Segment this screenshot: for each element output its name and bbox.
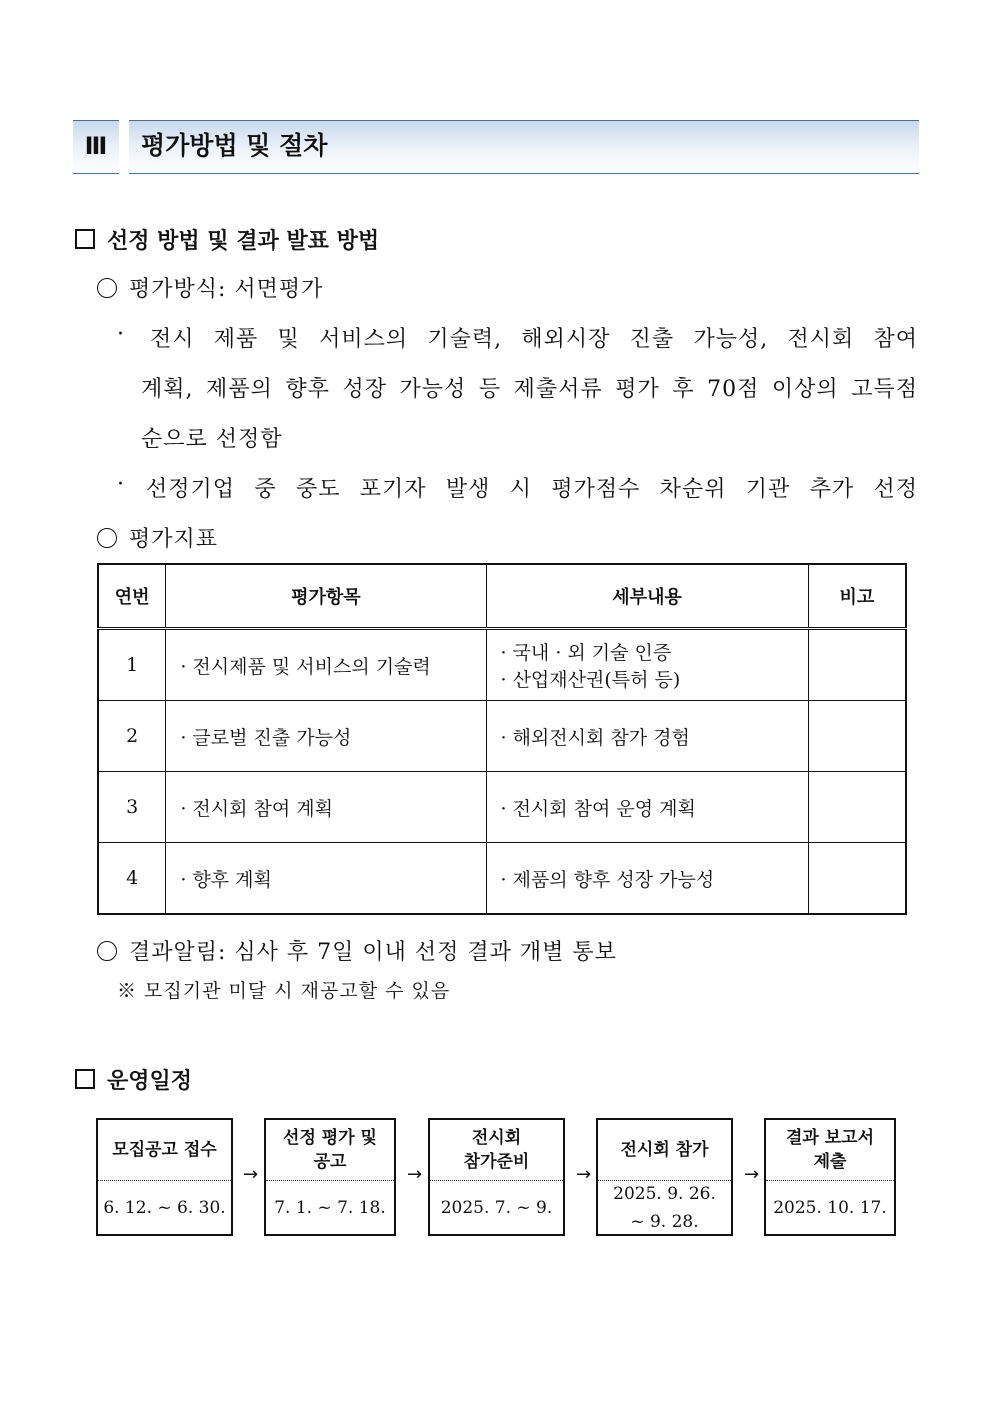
indicator-label: 평가지표	[129, 527, 219, 552]
step-date	[98, 1181, 231, 1235]
step-title-line: 제출	[813, 1152, 847, 1172]
row-item: · 향후 계획	[166, 843, 486, 915]
step-title-line: 전시회	[471, 1128, 522, 1148]
circle-bullet-icon	[97, 528, 117, 548]
row-note	[808, 701, 906, 772]
step-title-line: 모집공고 접수	[112, 1140, 217, 1160]
bullet1-dot: ·	[117, 322, 125, 347]
table-header-row	[98, 564, 906, 629]
table-row	[98, 772, 906, 843]
checkbox-square-icon	[75, 1069, 95, 1089]
step-title-line: 참가준비	[463, 1152, 530, 1172]
header-no: 연번	[98, 564, 166, 629]
selection-heading	[75, 224, 379, 255]
result-note: ※ 모집기관 미달 시 재공고할 수 있음	[117, 980, 451, 1002]
step-date	[598, 1181, 731, 1235]
table-row	[98, 629, 906, 701]
step-title-line: 결과 보고서	[785, 1128, 875, 1148]
arrow-right-icon: →	[243, 1164, 259, 1185]
step-date-line: 7. 1. ~ 7. 18.	[274, 1198, 386, 1218]
step-date-line: 2025. 9. 26.	[613, 1184, 716, 1204]
bullet2-dot: ·	[117, 472, 125, 497]
row-item: · 전시회 참여 계획	[166, 772, 486, 843]
arrow-right-icon: →	[407, 1164, 423, 1185]
row-detail: · 해외전시회 참가 경험	[486, 701, 808, 772]
bullet1-line3: 순으로 선정함	[141, 427, 283, 452]
row-no: 1	[98, 629, 166, 701]
step-title	[430, 1120, 563, 1181]
step-date-line: 6. 12. ~ 6. 30.	[103, 1198, 226, 1218]
row-no: 4	[98, 843, 166, 915]
row-detail-line: · 산업재산권(특허 등)	[500, 669, 681, 691]
bullet1-line2: 계획, 제품의 향후 성장 가능성 등 제출서류 평가 후 70점 이상의 고득점	[141, 377, 918, 402]
header-item: 평가항목	[166, 564, 486, 629]
result-line	[97, 935, 617, 966]
table-row	[98, 701, 906, 772]
row-item: · 글로벌 진출 가능성	[166, 701, 486, 772]
step-title-line: 선정 평가 및	[283, 1128, 377, 1148]
row-note	[808, 772, 906, 843]
schedule-step	[596, 1118, 733, 1236]
table-row	[98, 843, 906, 915]
schedule-step	[96, 1118, 233, 1236]
step-title	[98, 1120, 231, 1181]
bullet2-text: 선정기업 중 중도 포기자 발생 시 평가점수 차순위 기관 추가 선정	[146, 477, 918, 502]
schedule-heading	[75, 1064, 192, 1095]
row-detail-line: · 국내 · 외 기술 인증	[500, 642, 672, 664]
schedule-heading-text: 운영일정	[107, 1069, 193, 1094]
step-title-line: 전시회 참가	[620, 1140, 709, 1160]
row-no: 2	[98, 701, 166, 772]
arrow-right-icon: →	[744, 1164, 760, 1185]
method-line	[97, 272, 323, 303]
step-date-line: 2025. 10. 17.	[773, 1198, 887, 1218]
section-number: Ⅲ	[73, 120, 119, 174]
checkbox-square-icon	[75, 229, 95, 249]
schedule-step	[264, 1118, 396, 1236]
header-detail: 세부내용	[486, 564, 808, 629]
step-date	[266, 1181, 394, 1235]
circle-bullet-icon	[97, 941, 117, 961]
row-no: 3	[98, 772, 166, 843]
step-title	[598, 1120, 731, 1181]
step-title-line: 공고	[313, 1152, 347, 1172]
schedule-step	[764, 1118, 896, 1236]
evaluation-table	[97, 563, 907, 915]
row-detail: · 제품의 향후 성장 가능성	[486, 843, 808, 915]
bullet1-line1: 전시 제품 및 서비스의 기술력, 해외시장 진출 가능성, 전시회 참여	[150, 327, 918, 352]
step-date	[430, 1181, 563, 1235]
schedule-step	[428, 1118, 565, 1236]
row-note	[808, 843, 906, 915]
row-detail: · 전시회 참여 운영 계획	[486, 772, 808, 843]
indicator-line	[97, 522, 218, 553]
step-title	[266, 1120, 394, 1181]
row-item: · 전시제품 및 서비스의 기술력	[166, 629, 486, 701]
result-text: 결과알림: 심사 후 7일 이내 선정 결과 개별 통보	[129, 940, 617, 965]
step-date-line: 2025. 7. ~ 9.	[440, 1198, 553, 1218]
step-date	[766, 1181, 894, 1235]
method-text: 평가방식: 서면평가	[129, 277, 324, 302]
row-detail	[486, 629, 808, 701]
header-note: 비고	[808, 564, 906, 629]
section-title: 평가방법 및 절차	[129, 120, 919, 174]
selection-heading-text: 선정 방법 및 결과 발표 방법	[107, 229, 380, 254]
step-date-line: ~ 9. 28.	[630, 1212, 699, 1232]
step-title	[766, 1120, 894, 1181]
circle-bullet-icon	[97, 278, 117, 298]
arrow-right-icon: →	[576, 1164, 592, 1185]
row-note	[808, 629, 906, 701]
